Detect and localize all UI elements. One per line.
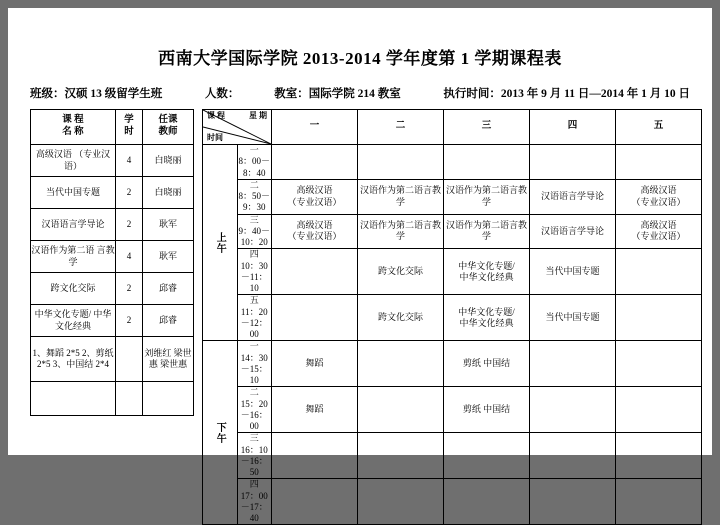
period-index: 四 (249, 479, 259, 490)
schedule-cell-l1: 跨文化交际 (377, 312, 423, 323)
schedule-cell (530, 179, 616, 214)
header-teacher-l2: 教师 (158, 127, 178, 137)
period-index: 四 (249, 249, 259, 260)
course-name-l1: 1、舞蹈 2*5 (32, 347, 80, 358)
course-name-l1: 高级汉语 (35, 149, 72, 160)
period-cell (237, 179, 272, 214)
period-time: 14：30－15：10 (240, 352, 268, 385)
schedule-cell-l1: 汉语语言学导论 (540, 191, 604, 201)
table-row (31, 305, 194, 337)
schedule-cell (358, 387, 444, 433)
corner-time-label: 时间 (207, 133, 223, 142)
course-name-cell (31, 382, 116, 416)
schedule-cell-l1: 剪纸 中国结 (462, 358, 511, 369)
table-row (31, 177, 194, 209)
schedule-cell-l2: 中华文化经典 (459, 317, 514, 328)
schedule-cell (444, 295, 530, 341)
schedule-cell (272, 387, 358, 433)
table-row (31, 145, 194, 177)
schedule-cell (616, 433, 702, 479)
header-teacher-l1: 任课 (158, 115, 178, 126)
period-time: 16：10－16：50 (240, 444, 268, 477)
schedule-cell-l1: 高级汉语 (640, 220, 677, 231)
schedule-cell (358, 433, 444, 479)
schedule-cell (530, 295, 616, 341)
schedule-cell-l2: （专业汉语） (631, 196, 686, 207)
course-name-l2: （专业汉语） (63, 149, 111, 171)
period-cell (237, 387, 272, 433)
schedule-cell (444, 479, 530, 525)
schedule-cell (444, 433, 530, 479)
schedule-cell (272, 214, 358, 249)
period-time: 9：40－10：20 (238, 225, 270, 247)
corner-course-label: 课 程 (207, 111, 225, 120)
course-credit-cell: 2 (116, 273, 143, 305)
schedule-cell (358, 249, 444, 295)
course-credit-cell: 4 (116, 241, 143, 273)
header-course-name-l2: 名 称 (62, 127, 84, 137)
schedule-cell-l1: 汉语作为第二语言教学 (445, 185, 527, 207)
schedule-cell-l1: 汉语作为第二语言教学 (359, 185, 441, 207)
course-name-cell (31, 305, 116, 337)
period-index: 二 (249, 179, 259, 190)
period-time: 8：50－9：30 (238, 191, 270, 213)
schedule-cell (530, 341, 616, 387)
course-teacher-cell: 耿军 (143, 241, 194, 273)
table-row (203, 145, 702, 180)
period-cell (237, 341, 272, 387)
schedule-cell (358, 341, 444, 387)
course-name-l2: 中华文化经典 (54, 309, 112, 331)
page-title: 西南大学国际学院 2013-2014 学年度第 1 学期课程表 (158, 49, 562, 68)
table-row (31, 241, 194, 273)
schedule-cell (530, 145, 616, 180)
schedule-cell (272, 145, 358, 180)
schedule-cell (444, 179, 530, 214)
day-header-2: 二 (358, 110, 444, 145)
course-teacher-l3: 梁世惠 (160, 359, 188, 369)
table-row (203, 295, 702, 341)
schedule-cell (272, 433, 358, 479)
course-list-header-row (31, 110, 194, 145)
schedule-cell (530, 214, 616, 249)
course-name-l2: 2、剪纸 2*5 (36, 347, 114, 369)
header-credit-l1: 学 (124, 115, 134, 126)
course-name-cell (31, 145, 116, 177)
room-label: 教室： (274, 88, 309, 100)
day-header-3: 三 (444, 110, 530, 145)
class-value: 汉硕 13 级留学生班 (64, 88, 163, 100)
period-time: 10：30－11：10 (240, 260, 268, 293)
period-index: 一 (249, 341, 259, 352)
period-cell (237, 249, 272, 295)
schedule-cell-l1: 汉语作为第二语言教学 (359, 220, 441, 242)
period-cell (237, 479, 272, 525)
schedule-cell-l1: 汉语语言学导论 (540, 225, 604, 236)
course-teacher-cell: 白晓丽 (143, 145, 194, 177)
course-teacher-cell (143, 337, 194, 382)
header-course-name-l1: 课 程 (62, 115, 84, 126)
period-time: 8：00－8：40 (238, 156, 270, 178)
room-value: 国际学院 214 教室 (308, 88, 401, 100)
schedule-cell (358, 214, 444, 249)
schedule-cell-l1: 当代中国专题 (545, 266, 600, 277)
period-time: 17：00－17：40 (240, 490, 268, 523)
course-credit-cell (116, 337, 143, 382)
schedule-cell (616, 341, 702, 387)
schedule-cell-l1: 高级汉语 (640, 185, 677, 196)
schedule-cell (616, 145, 702, 180)
course-credit-cell: 2 (116, 177, 143, 209)
period-index: 三 (249, 214, 259, 225)
schedule-cell-l1: 当代中国专题 (545, 312, 600, 323)
schedule-cell (530, 433, 616, 479)
class-label: 班级： (30, 88, 65, 100)
section-label-afternoon: 下午 (203, 341, 238, 525)
day-header-5: 五 (616, 110, 702, 145)
schedule-cell (444, 214, 530, 249)
table-row (31, 209, 194, 241)
header-teacher (143, 110, 194, 145)
period-index: 二 (249, 387, 259, 398)
period-index: 五 (249, 295, 259, 306)
course-name-l2: 言教学 (68, 245, 115, 267)
schedule-cell (272, 479, 358, 525)
schedule-cell (616, 214, 702, 249)
table-row (203, 387, 702, 433)
schedule-cell (444, 341, 530, 387)
schedule-cell (272, 249, 358, 295)
course-list-table (30, 109, 194, 416)
schedule-cell (272, 179, 358, 214)
day-header-1: 一 (272, 110, 358, 145)
header-credit-l2: 时 (124, 127, 134, 137)
table-row (203, 479, 702, 525)
course-teacher-cell: 耿军 (143, 209, 194, 241)
schedule-cell-l1: 中华文化专题/ (458, 260, 515, 271)
day-header-4: 四 (530, 110, 616, 145)
course-teacher-cell: 邱睿 (143, 305, 194, 337)
course-name-cell: 当代中国专题 (31, 177, 116, 209)
schedule-cell-l2: 中华文化经典 (459, 271, 514, 282)
table-row (31, 337, 194, 382)
schedule-cell-l2: （专业汉语） (287, 231, 342, 242)
schedule-cell (616, 295, 702, 341)
schedule-cell (358, 179, 444, 214)
schedule-cell-l1: 高级汉语 (296, 185, 333, 196)
schedule-cell (444, 249, 530, 295)
course-teacher-cell: 白晓丽 (143, 177, 194, 209)
course-name-cell: 跨文化交际 (31, 273, 116, 305)
course-name-cell: 汉语语言学导论 (31, 209, 116, 241)
schedule-cell (272, 295, 358, 341)
schedule-cell (616, 479, 702, 525)
schedule-cell (358, 479, 444, 525)
period-cell (237, 145, 272, 180)
section-label-morning: 上午 (203, 145, 238, 341)
schedule-cell-l1: 跨文化交际 (377, 266, 423, 277)
schedule-cell (272, 341, 358, 387)
table-row (203, 341, 702, 387)
course-teacher-cell: 邱睿 (143, 273, 194, 305)
course-name-l1: 汉语作为第二语 (31, 245, 95, 256)
corner-week-label: 星 期 (249, 111, 267, 120)
header-credit (116, 110, 143, 145)
table-row (203, 433, 702, 479)
schedule-cell (530, 387, 616, 433)
schedule-cell-l1: 汉语作为第二语言教学 (445, 220, 527, 242)
table-row (203, 179, 702, 214)
period-label: 执行时间： (443, 88, 501, 100)
table-row (203, 214, 702, 249)
schedule-header-row (203, 110, 702, 145)
course-teacher-l2: 梁世惠 (148, 347, 192, 369)
schedule-cell (616, 387, 702, 433)
schedule-cell-l1: 高级汉语 (296, 220, 333, 231)
schedule-cell (358, 295, 444, 341)
schedule-cell (530, 479, 616, 525)
schedule-cell (444, 387, 530, 433)
course-credit-cell: 2 (116, 209, 143, 241)
period-cell (237, 295, 272, 341)
schedule-cell (530, 249, 616, 295)
period-time: 15：20－16：00 (240, 398, 268, 431)
schedule-cell-l2: （专业汉语） (287, 196, 342, 207)
schedule-cell-l1: 中华文化专题/ (458, 306, 515, 317)
course-credit-cell: 2 (116, 305, 143, 337)
course-name-cell (31, 337, 116, 382)
period-value: 2013 年 9 月 11 日—2014 年 1 月 10 日 (500, 88, 690, 100)
schedule-cell (616, 179, 702, 214)
document-page (8, 8, 712, 523)
course-name-cell (31, 241, 116, 273)
schedule-cell (444, 145, 530, 180)
table-row (31, 273, 194, 305)
schedule-cell-l1: 舞蹈 (305, 358, 324, 369)
period-time: 11：20－12：00 (240, 306, 268, 339)
course-teacher-l1: 刘维红 (144, 347, 172, 358)
course-name-l1: 中华文化专题/ (34, 309, 92, 320)
header-course-name (31, 110, 116, 145)
schedule-cell (616, 249, 702, 295)
course-credit-cell (116, 382, 143, 416)
period-index: 一 (249, 145, 259, 155)
course-teacher-cell (143, 382, 194, 416)
course-credit-cell: 4 (116, 145, 143, 177)
table-row (203, 249, 702, 295)
schedule-corner-cell (203, 110, 272, 145)
schedule-cell (358, 145, 444, 180)
count-label: 人数： (204, 88, 240, 100)
course-name-l3: 3、中国结 2*4 (52, 359, 109, 369)
period-cell (237, 214, 272, 249)
schedule-cell-l1: 舞蹈 (305, 404, 324, 415)
schedule-cell-l1: 剪纸 中国结 (462, 404, 511, 415)
period-cell (237, 433, 272, 479)
period-index: 三 (249, 433, 259, 444)
table-row (31, 382, 194, 416)
schedule-cell-l2: （专业汉语） (631, 231, 686, 242)
document-meta (30, 85, 690, 101)
